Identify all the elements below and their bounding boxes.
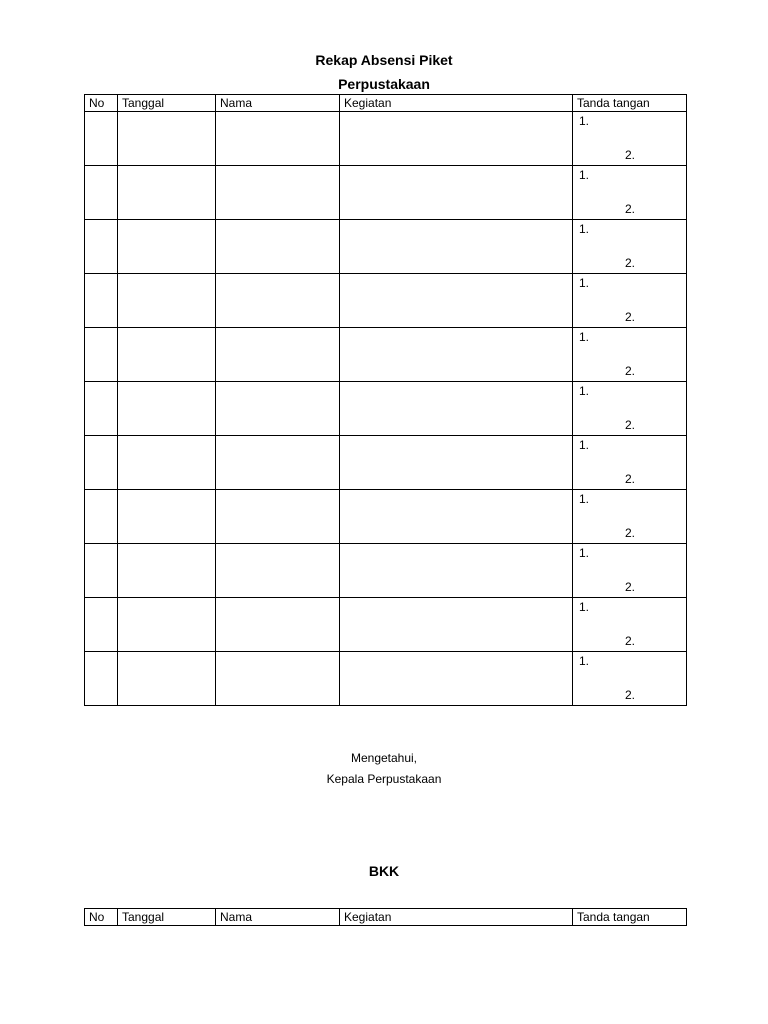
- cell-nama: [216, 544, 340, 598]
- cell-tanda-tangan: [573, 112, 687, 166]
- signature-slot-1: 1.: [579, 438, 590, 452]
- cell-no: [85, 166, 118, 220]
- cell-tanda-tangan: [573, 544, 687, 598]
- column-header-tanggal: Tanggal: [118, 95, 216, 112]
- signature-slot-2: 2.: [625, 526, 636, 540]
- cell-tanggal: [118, 544, 216, 598]
- table-row: [85, 490, 687, 544]
- table-row: [85, 436, 687, 490]
- table-row: [85, 544, 687, 598]
- cell-kegiatan: [340, 598, 573, 652]
- cell-kegiatan: [340, 382, 573, 436]
- signature-slot-1: 1.: [579, 546, 590, 560]
- acknowledge-label: Mengetahui,: [350, 751, 418, 765]
- section-title-bkk: BKK: [368, 863, 400, 879]
- table-row: [85, 382, 687, 436]
- column-header-kegiatan: Kegiatan: [340, 909, 573, 926]
- cell-kegiatan: [340, 328, 573, 382]
- cell-kegiatan: [340, 436, 573, 490]
- cell-tanggal: [118, 328, 216, 382]
- signer-title: Kepala Perpustakaan: [326, 772, 442, 786]
- cell-no: [85, 112, 118, 166]
- cell-tanda-tangan: [573, 598, 687, 652]
- signature-slot-1: 1.: [579, 654, 590, 668]
- cell-tanda-tangan: [573, 328, 687, 382]
- column-header-no: No: [85, 95, 118, 112]
- cell-no: [85, 598, 118, 652]
- cell-nama: [216, 220, 340, 274]
- document-subtitle: Perpustakaan: [338, 76, 430, 92]
- column-header-tanda-tangan: Tanda tangan: [573, 909, 687, 926]
- signature-slot-2: 2.: [625, 256, 636, 270]
- signature-slot-2: 2.: [625, 634, 636, 648]
- cell-tanggal: [118, 490, 216, 544]
- cell-tanggal: [118, 166, 216, 220]
- column-header-tanggal: Tanggal: [118, 909, 216, 926]
- table-header-row: [85, 909, 687, 926]
- signature-slot-1: 1.: [579, 114, 590, 128]
- column-header-tanda-tangan: Tanda tangan: [573, 95, 687, 112]
- cell-kegiatan: [340, 652, 573, 706]
- signature-slot-1: 1.: [579, 330, 590, 344]
- cell-nama: [216, 598, 340, 652]
- table-row: [85, 166, 687, 220]
- table-row: [85, 220, 687, 274]
- bkk-table: [84, 908, 687, 926]
- cell-nama: [216, 166, 340, 220]
- cell-tanda-tangan: [573, 382, 687, 436]
- signature-slot-2: 2.: [625, 202, 636, 216]
- cell-tanggal: [118, 220, 216, 274]
- cell-kegiatan: [340, 220, 573, 274]
- column-header-nama: Nama: [216, 95, 340, 112]
- column-header-nama: Nama: [216, 909, 340, 926]
- signature-slot-1: 1.: [579, 168, 590, 182]
- signature-slot-2: 2.: [625, 418, 636, 432]
- cell-tanda-tangan: [573, 166, 687, 220]
- cell-kegiatan: [340, 274, 573, 328]
- table-row: [85, 328, 687, 382]
- signature-slot-2: 2.: [625, 364, 636, 378]
- table-row: [85, 274, 687, 328]
- cell-kegiatan: [340, 112, 573, 166]
- cell-nama: [216, 490, 340, 544]
- column-header-no: No: [85, 909, 118, 926]
- cell-tanggal: [118, 274, 216, 328]
- cell-no: [85, 544, 118, 598]
- cell-nama: [216, 112, 340, 166]
- cell-no: [85, 328, 118, 382]
- cell-tanggal: [118, 382, 216, 436]
- cell-tanggal: [118, 112, 216, 166]
- signature-slot-1: 1.: [579, 492, 590, 506]
- cell-kegiatan: [340, 544, 573, 598]
- cell-tanda-tangan: [573, 652, 687, 706]
- cell-no: [85, 220, 118, 274]
- table-row: [85, 112, 687, 166]
- signature-slot-2: 2.: [625, 688, 636, 702]
- cell-tanda-tangan: [573, 220, 687, 274]
- cell-tanda-tangan: [573, 490, 687, 544]
- signature-slot-1: 1.: [579, 600, 590, 614]
- table-header-row: [85, 95, 687, 112]
- cell-nama: [216, 274, 340, 328]
- cell-kegiatan: [340, 166, 573, 220]
- cell-no: [85, 490, 118, 544]
- cell-tanggal: [118, 436, 216, 490]
- signature-slot-2: 2.: [625, 310, 636, 324]
- document-title: Rekap Absensi Piket: [315, 52, 453, 68]
- cell-no: [85, 652, 118, 706]
- column-header-kegiatan: Kegiatan: [340, 95, 573, 112]
- cell-no: [85, 382, 118, 436]
- cell-nama: [216, 328, 340, 382]
- cell-kegiatan: [340, 490, 573, 544]
- signature-slot-1: 1.: [579, 384, 590, 398]
- signature-slot-2: 2.: [625, 580, 636, 594]
- cell-tanda-tangan: [573, 436, 687, 490]
- cell-nama: [216, 436, 340, 490]
- table-row: [85, 652, 687, 706]
- table-row: [85, 598, 687, 652]
- cell-no: [85, 274, 118, 328]
- signature-slot-2: 2.: [625, 148, 636, 162]
- cell-tanggal: [118, 652, 216, 706]
- cell-nama: [216, 382, 340, 436]
- cell-tanda-tangan: [573, 274, 687, 328]
- cell-no: [85, 436, 118, 490]
- attendance-table: [84, 94, 687, 706]
- cell-tanggal: [118, 598, 216, 652]
- signature-slot-1: 1.: [579, 222, 590, 236]
- signature-slot-1: 1.: [579, 276, 590, 290]
- cell-nama: [216, 652, 340, 706]
- signature-slot-2: 2.: [625, 472, 636, 486]
